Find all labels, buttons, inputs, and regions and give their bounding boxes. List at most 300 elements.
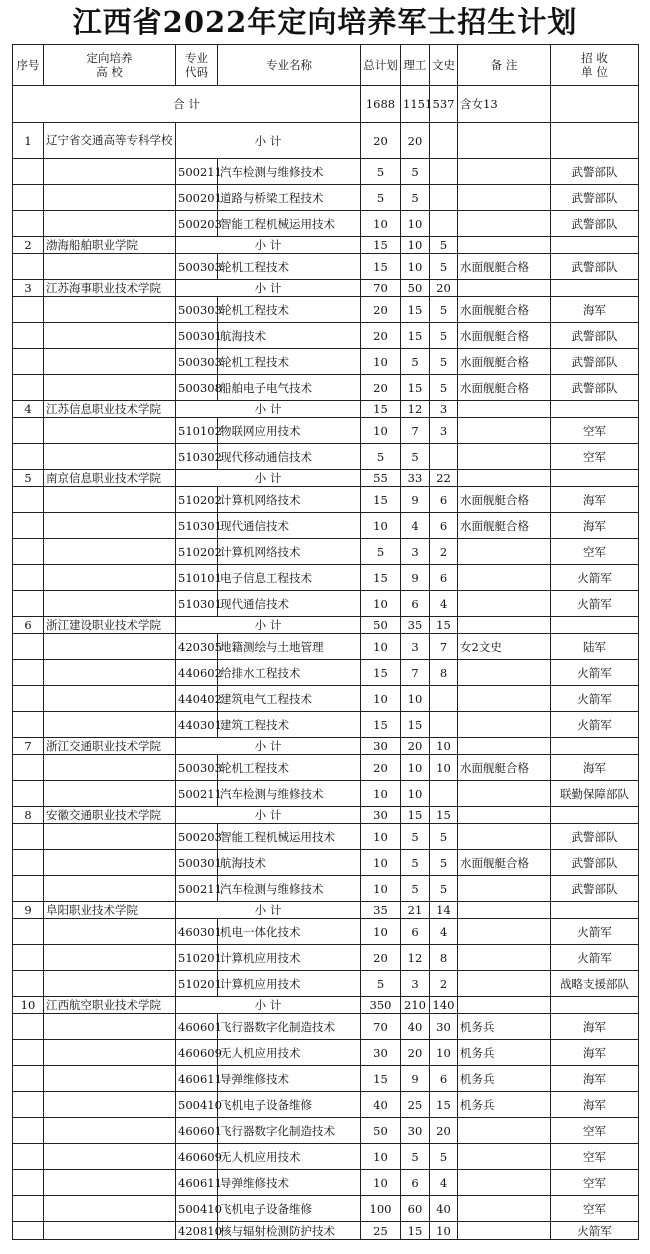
major-name: 轮机工程技术	[218, 254, 361, 280]
plan-note: 水面舰艇合格	[458, 513, 551, 539]
plan-sci: 5	[401, 824, 430, 850]
plan-arts: 3	[430, 401, 458, 418]
subtotal-label: 小 计	[176, 237, 361, 254]
major-name: 建筑电气工程技术	[218, 686, 361, 712]
plan-arts: 10	[430, 755, 458, 781]
table-row	[13, 1170, 639, 1196]
recruiting-unit: 武警部队	[551, 876, 639, 902]
plan-sci: 15	[401, 297, 430, 323]
table-row	[13, 824, 639, 850]
table-row	[13, 876, 639, 902]
row-seq	[13, 781, 44, 807]
row-seq	[13, 185, 44, 211]
plan-sci: 5	[401, 876, 430, 902]
major-name: 航海技术	[218, 323, 361, 349]
recruiting-unit: 武警部队	[551, 323, 639, 349]
major-code: 500211	[176, 781, 218, 807]
plan-note	[458, 781, 551, 807]
grand-total-sci: 1151	[401, 86, 430, 123]
plan-note	[458, 971, 551, 997]
header-unit-line2: 单 位	[581, 65, 608, 79]
plan-total: 15	[361, 660, 401, 686]
plan-arts: 15	[430, 1092, 458, 1118]
row-seq	[13, 1040, 44, 1066]
recruiting-unit	[551, 401, 639, 418]
plan-total: 5	[361, 185, 401, 211]
recruiting-unit	[551, 470, 639, 487]
plan-arts: 5	[430, 237, 458, 254]
grand-total-arts: 537	[430, 86, 458, 123]
plan-sci: 5	[401, 850, 430, 876]
school-name	[44, 971, 176, 997]
plan-sci: 15	[401, 375, 430, 401]
row-seq: 4	[13, 401, 44, 418]
table-row	[13, 418, 639, 444]
major-name: 无人机应用技术	[218, 1144, 361, 1170]
plan-sci: 21	[401, 902, 430, 919]
header-major: 专业名称	[218, 45, 361, 86]
plan-note	[458, 919, 551, 945]
recruiting-unit: 海军	[551, 1066, 639, 1092]
plan-total: 10	[361, 211, 401, 237]
recruiting-unit: 武警部队	[551, 824, 639, 850]
row-seq	[13, 375, 44, 401]
major-code: 500203	[176, 824, 218, 850]
plan-arts: 20	[430, 1118, 458, 1144]
school-name	[44, 1014, 176, 1040]
major-code: 510301	[176, 513, 218, 539]
plan-arts: 2	[430, 539, 458, 565]
major-name: 航海技术	[218, 850, 361, 876]
plan-total: 30	[361, 807, 401, 824]
plan-arts: 5	[430, 349, 458, 375]
major-name: 汽车检测与维修技术	[218, 159, 361, 185]
recruiting-unit: 火箭军	[551, 945, 639, 971]
plan-arts: 5	[430, 876, 458, 902]
school-name	[44, 591, 176, 617]
table-row	[13, 1196, 639, 1222]
major-name: 给排水工程技术	[218, 660, 361, 686]
plan-arts: 10	[430, 1222, 458, 1240]
plan-note	[458, 660, 551, 686]
major-name: 核与辐射检测防护技术	[218, 1222, 361, 1240]
school-name	[44, 297, 176, 323]
plan-sci: 9	[401, 565, 430, 591]
major-name: 智能工程机械运用技术	[218, 211, 361, 237]
plan-sci: 20	[401, 123, 430, 159]
plan-note: 机务兵	[458, 1040, 551, 1066]
plan-total: 10	[361, 824, 401, 850]
major-code: 440301	[176, 712, 218, 738]
plan-sci: 7	[401, 660, 430, 686]
plan-note: 水面舰艇合格	[458, 323, 551, 349]
plan-arts: 5	[430, 1144, 458, 1170]
subtotal-label: 小 计	[176, 738, 361, 755]
major-code: 500301	[176, 850, 218, 876]
plan-arts: 3	[430, 418, 458, 444]
school-subtotal-row	[13, 470, 639, 487]
school-name	[44, 375, 176, 401]
school-subtotal-row	[13, 280, 639, 297]
plan-note: 水面舰艇合格	[458, 487, 551, 513]
row-seq: 2	[13, 237, 44, 254]
plan-sci: 5	[401, 349, 430, 375]
major-code: 510202	[176, 539, 218, 565]
school-name	[44, 1118, 176, 1144]
plan-total: 10	[361, 591, 401, 617]
major-name: 道路与桥梁工程技术	[218, 185, 361, 211]
plan-note: 水面舰艇合格	[458, 297, 551, 323]
major-name: 计算机应用技术	[218, 945, 361, 971]
major-name: 汽车检测与维修技术	[218, 876, 361, 902]
row-seq	[13, 323, 44, 349]
table-row	[13, 539, 639, 565]
school-name	[44, 712, 176, 738]
plan-total: 350	[361, 997, 401, 1014]
school-name: 江西航空职业技术学院	[44, 997, 176, 1014]
recruiting-unit: 火箭军	[551, 1222, 639, 1240]
major-name: 计算机网络技术	[218, 487, 361, 513]
major-code: 510201	[176, 945, 218, 971]
major-code: 510201	[176, 971, 218, 997]
plan-note	[458, 123, 551, 159]
header-seq: 序号	[13, 45, 44, 86]
row-seq	[13, 349, 44, 375]
school-name	[44, 1144, 176, 1170]
row-seq	[13, 1118, 44, 1144]
recruiting-unit: 海军	[551, 513, 639, 539]
plan-sci: 40	[401, 1014, 430, 1040]
major-name: 物联网应用技术	[218, 418, 361, 444]
header-code-line2: 代码	[185, 65, 208, 79]
plan-sci: 10	[401, 755, 430, 781]
school-name: 南京信息职业技术学院	[44, 470, 176, 487]
plan-total: 30	[361, 738, 401, 755]
header-row	[13, 45, 639, 86]
major-code: 500410	[176, 1196, 218, 1222]
header-school-line2: 高 校	[96, 65, 123, 79]
plan-note: 机务兵	[458, 1066, 551, 1092]
plan-sci: 210	[401, 997, 430, 1014]
recruiting-unit	[551, 807, 639, 824]
row-seq	[13, 755, 44, 781]
grand-total-unit	[551, 86, 639, 123]
grand-total-note: 含女13	[458, 86, 551, 123]
major-code: 420305	[176, 634, 218, 660]
plan-sci: 9	[401, 1066, 430, 1092]
table-row	[13, 1118, 639, 1144]
plan-total: 5	[361, 539, 401, 565]
plan-sci: 12	[401, 401, 430, 418]
plan-arts: 5	[430, 297, 458, 323]
header-unit	[551, 45, 639, 86]
plan-note	[458, 237, 551, 254]
school-name	[44, 211, 176, 237]
plan-sci: 50	[401, 280, 430, 297]
plan-sci: 3	[401, 634, 430, 660]
school-name	[44, 565, 176, 591]
school-subtotal-row	[13, 997, 639, 1014]
plan-note	[458, 807, 551, 824]
school-name	[44, 876, 176, 902]
recruiting-unit: 武警部队	[551, 211, 639, 237]
school-name	[44, 418, 176, 444]
header-school	[44, 45, 176, 86]
plan-total: 55	[361, 470, 401, 487]
school-name	[44, 824, 176, 850]
table-row	[13, 591, 639, 617]
recruiting-unit: 武警部队	[551, 159, 639, 185]
row-seq	[13, 971, 44, 997]
plan-sci: 15	[401, 712, 430, 738]
school-name	[44, 185, 176, 211]
plan-note	[458, 617, 551, 634]
plan-total: 10	[361, 781, 401, 807]
plan-sci: 10	[401, 254, 430, 280]
plan-total: 10	[361, 850, 401, 876]
plan-arts: 6	[430, 513, 458, 539]
plan-note	[458, 565, 551, 591]
row-seq	[13, 211, 44, 237]
plan-sci: 10	[401, 781, 430, 807]
plan-note	[458, 902, 551, 919]
row-seq: 8	[13, 807, 44, 824]
plan-arts	[430, 159, 458, 185]
school-name	[44, 323, 176, 349]
major-name: 现代通信技术	[218, 591, 361, 617]
school-name: 安徽交通职业技术学院	[44, 807, 176, 824]
plan-sci: 6	[401, 1170, 430, 1196]
row-seq	[13, 1144, 44, 1170]
major-code: 460301	[176, 919, 218, 945]
subtotal-label: 小 计	[176, 470, 361, 487]
school-subtotal-row	[13, 237, 639, 254]
recruiting-unit: 空军	[551, 1118, 639, 1144]
row-seq: 1	[13, 123, 44, 159]
plan-note: 水面舰艇合格	[458, 755, 551, 781]
plan-arts	[430, 185, 458, 211]
plan-total: 70	[361, 1014, 401, 1040]
major-code: 460609	[176, 1144, 218, 1170]
plan-note: 水面舰艇合格	[458, 850, 551, 876]
table-row	[13, 1144, 639, 1170]
major-name: 无人机应用技术	[218, 1040, 361, 1066]
plan-total: 20	[361, 123, 401, 159]
major-name: 电子信息工程技术	[218, 565, 361, 591]
grand-total-total: 1688	[361, 86, 401, 123]
table-row	[13, 323, 639, 349]
table-row	[13, 159, 639, 185]
plan-note	[458, 159, 551, 185]
recruiting-unit: 空军	[551, 539, 639, 565]
major-code: 510102	[176, 418, 218, 444]
plan-total: 10	[361, 513, 401, 539]
school-name	[44, 1066, 176, 1092]
subtotal-label: 小 计	[176, 401, 361, 418]
school-name	[44, 1196, 176, 1222]
row-seq	[13, 1066, 44, 1092]
plan-total: 10	[361, 876, 401, 902]
plan-sci: 20	[401, 738, 430, 755]
plan-total: 20	[361, 755, 401, 781]
plan-sci: 60	[401, 1196, 430, 1222]
row-seq	[13, 919, 44, 945]
major-code: 510101	[176, 565, 218, 591]
recruiting-unit: 海军	[551, 755, 639, 781]
school-name: 浙江建设职业技术学院	[44, 617, 176, 634]
header-note: 备 注	[458, 45, 551, 86]
row-seq	[13, 444, 44, 470]
major-name: 导弹维修技术	[218, 1170, 361, 1196]
plan-note	[458, 1222, 551, 1240]
plan-note	[458, 1144, 551, 1170]
school-name	[44, 919, 176, 945]
recruiting-unit: 武警部队	[551, 254, 639, 280]
major-code: 420810	[176, 1222, 218, 1240]
table-row	[13, 565, 639, 591]
plan-sci: 4	[401, 513, 430, 539]
plan-note: 机务兵	[458, 1092, 551, 1118]
major-name: 轮机工程技术	[218, 755, 361, 781]
plan-arts: 40	[430, 1196, 458, 1222]
school-name	[44, 539, 176, 565]
plan-total: 15	[361, 565, 401, 591]
school-subtotal-row	[13, 617, 639, 634]
plan-sci: 33	[401, 470, 430, 487]
plan-total: 30	[361, 1040, 401, 1066]
plan-sci: 30	[401, 1118, 430, 1144]
plan-arts: 20	[430, 280, 458, 297]
plan-note	[458, 444, 551, 470]
row-seq	[13, 824, 44, 850]
recruiting-unit: 火箭军	[551, 686, 639, 712]
major-code: 460609	[176, 1040, 218, 1066]
plan-total: 70	[361, 280, 401, 297]
plan-sci: 10	[401, 211, 430, 237]
recruiting-unit: 空军	[551, 418, 639, 444]
plan-sci: 35	[401, 617, 430, 634]
row-seq	[13, 1014, 44, 1040]
plan-note	[458, 211, 551, 237]
major-name: 建筑工程技术	[218, 712, 361, 738]
table-row	[13, 945, 639, 971]
recruiting-unit: 火箭军	[551, 591, 639, 617]
row-seq	[13, 418, 44, 444]
plan-arts: 7	[430, 634, 458, 660]
table-row	[13, 1014, 639, 1040]
plan-total: 5	[361, 971, 401, 997]
plan-note	[458, 997, 551, 1014]
plan-sci: 5	[401, 159, 430, 185]
school-name	[44, 781, 176, 807]
school-subtotal-row	[13, 123, 639, 159]
plan-arts	[430, 444, 458, 470]
header-unit-line1: 招 收	[581, 51, 608, 65]
table-row	[13, 919, 639, 945]
recruiting-unit: 武警部队	[551, 349, 639, 375]
school-name	[44, 1170, 176, 1196]
plan-note	[458, 280, 551, 297]
plan-note: 水面舰艇合格	[458, 375, 551, 401]
recruiting-unit	[551, 617, 639, 634]
school-subtotal-row	[13, 902, 639, 919]
plan-total: 40	[361, 1092, 401, 1118]
table-row	[13, 971, 639, 997]
plan-arts: 8	[430, 945, 458, 971]
table-row	[13, 686, 639, 712]
major-code: 500303	[176, 755, 218, 781]
row-seq	[13, 513, 44, 539]
school-subtotal-row	[13, 401, 639, 418]
row-seq	[13, 159, 44, 185]
major-name: 计算机网络技术	[218, 539, 361, 565]
plan-total: 15	[361, 1066, 401, 1092]
recruiting-unit: 陆军	[551, 634, 639, 660]
plan-total: 10	[361, 1170, 401, 1196]
recruiting-unit: 海军	[551, 297, 639, 323]
plan-note: 水面舰艇合格	[458, 254, 551, 280]
plan-note	[458, 1118, 551, 1144]
recruiting-unit: 空军	[551, 1196, 639, 1222]
major-name: 机电一体化技术	[218, 919, 361, 945]
major-name: 导弹维修技术	[218, 1066, 361, 1092]
plan-total: 20	[361, 323, 401, 349]
plan-arts: 8	[430, 660, 458, 686]
recruiting-unit: 武警部队	[551, 850, 639, 876]
plan-total: 50	[361, 1118, 401, 1144]
school-name: 江苏海事职业技术学院	[44, 280, 176, 297]
row-seq	[13, 1170, 44, 1196]
plan-note	[458, 470, 551, 487]
school-name	[44, 487, 176, 513]
row-seq	[13, 876, 44, 902]
table-row	[13, 375, 639, 401]
plan-arts: 22	[430, 470, 458, 487]
plan-sci: 15	[401, 807, 430, 824]
plan-total: 10	[361, 634, 401, 660]
header-total: 总计划	[361, 45, 401, 86]
school-name	[44, 349, 176, 375]
plan-arts	[430, 211, 458, 237]
plan-total: 15	[361, 712, 401, 738]
major-code: 510302	[176, 444, 218, 470]
plan-total: 5	[361, 444, 401, 470]
plan-arts: 30	[430, 1014, 458, 1040]
recruiting-unit: 火箭军	[551, 919, 639, 945]
row-seq	[13, 254, 44, 280]
table-row	[13, 712, 639, 738]
plan-total: 10	[361, 686, 401, 712]
recruiting-unit: 火箭军	[551, 712, 639, 738]
major-code: 460611	[176, 1066, 218, 1092]
major-code: 510202	[176, 487, 218, 513]
plan-arts: 5	[430, 323, 458, 349]
major-name: 智能工程机械运用技术	[218, 824, 361, 850]
major-code: 510301	[176, 591, 218, 617]
school-name: 江苏信息职业技术学院	[44, 401, 176, 418]
plan-note	[458, 712, 551, 738]
plan-note	[458, 1196, 551, 1222]
recruiting-unit	[551, 280, 639, 297]
major-code: 460601	[176, 1014, 218, 1040]
table-row	[13, 185, 639, 211]
table-row	[13, 254, 639, 280]
major-code: 500301	[176, 323, 218, 349]
recruiting-unit: 联勤保障部队	[551, 781, 639, 807]
major-code: 460601	[176, 1118, 218, 1144]
school-name	[44, 254, 176, 280]
school-name: 浙江交通职业技术学院	[44, 738, 176, 755]
